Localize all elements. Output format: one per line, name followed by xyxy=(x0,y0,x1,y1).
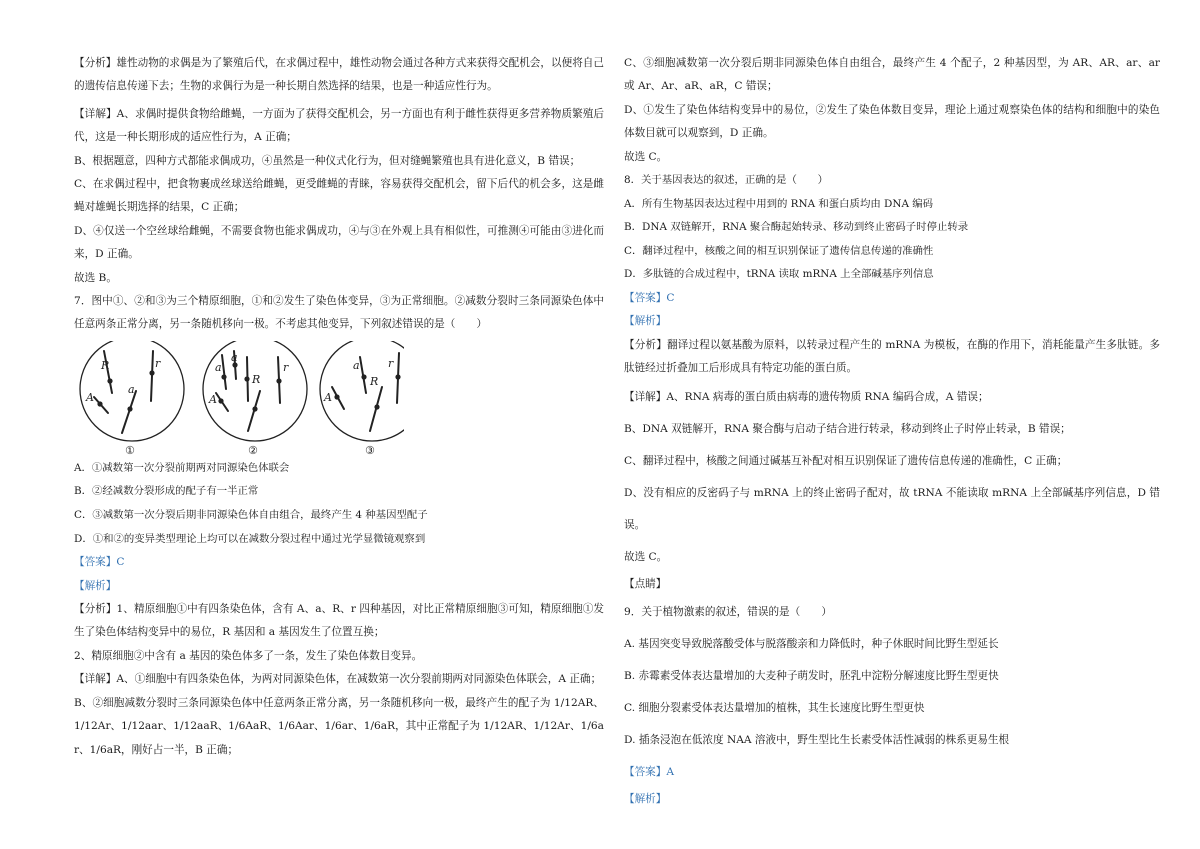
centromere xyxy=(221,374,226,379)
gene-label: a xyxy=(231,350,238,364)
gene-label: r xyxy=(155,356,161,370)
detail-7-d: D、①发生了染色体结构变异中的易位，②发生了染色体数目变异，理论上通过观察染色体的结构和细胞中的染色体数目就可以观察到，D 正确。 xyxy=(624,103,1160,140)
right-column xyxy=(624,52,1160,811)
detail-8-c: C、翻译过程中，核酸之间通过碱基互补配对相互识别保证了遗传信息传递的准确性，C 正确； xyxy=(624,454,1068,467)
cell-2-label: ② xyxy=(248,443,258,455)
q9-option-b: B. 赤霉素受体表达量增加的大麦种子萌发时，胚乳中淀粉分解速度比野生型更快 xyxy=(624,670,999,683)
detail-8-d: D、没有相应的反密码子与 mRNA 上的终止密码子配对，故 tRNA 不能读取 mRNA 上全部碱基序列信息，D 错误。 xyxy=(624,486,1160,531)
centromere xyxy=(107,378,112,383)
analysis-label-9: 【解析】 xyxy=(624,793,667,806)
cell-diagram xyxy=(74,341,404,455)
gene-label: a xyxy=(128,382,135,396)
centromere xyxy=(149,370,154,375)
option-d: D．①和②的变异类型理论上均可以在减数分裂过程中通过光学显微镜观察到 xyxy=(74,532,426,545)
q8-option-b: B．DNA 双链解开，RNA 聚合酶起始转录、移动到终止密码子时停止转录 xyxy=(624,221,969,234)
centromere xyxy=(361,374,366,379)
question-8: 8．关于基因表达的叙述，正确的是（ ） xyxy=(624,174,829,187)
question-9-block xyxy=(624,596,1160,788)
centromere xyxy=(244,376,249,381)
gene-label: A xyxy=(86,390,94,404)
conclusion-b: 故选 B。 xyxy=(74,271,117,284)
detail-paragraph-b: B、根据题意，四种方式都能求偶成功，④虽然是一种仪式化行为，但对缝蝇繁殖也具有进化意义，B 错误； xyxy=(74,154,581,167)
option-a: A．①减数第一次分裂前期两对同源染色体联会 xyxy=(74,461,290,474)
centromere xyxy=(276,378,281,383)
left-column xyxy=(74,52,604,762)
q9-option-d: D. 插条浸泡在低浓度 NAA 溶液中，野生型比生长素受体活性减弱的株系更易生根 xyxy=(624,734,1010,747)
q8-option-a: A．所有生物基因表达过程中用到的 RNA 和蛋白质均由 DNA 编码 xyxy=(624,197,934,210)
gene-label: A xyxy=(209,392,217,406)
centromere xyxy=(218,398,223,403)
answer-9: 【答案】A xyxy=(624,766,675,779)
question-9: 9．关于植物激素的叙述，错误的是（ ） xyxy=(624,606,833,619)
detail-8-a: 【详解】A、RNA 病毒的蛋白质由病毒的遗传物质 RNA 编码合成，A 错误； xyxy=(624,390,989,403)
answer-7: 【答案】C xyxy=(74,556,125,569)
gene-label: a xyxy=(353,358,360,372)
gene-label: A xyxy=(324,390,332,404)
centromere xyxy=(97,401,102,406)
cell-3-label: ③ xyxy=(365,443,375,455)
chromosome xyxy=(122,391,136,433)
analysis-8: 【分析】翻译过程以氨基酸为原料，以转录过程产生的 mRNA 为模板，在酶的作用下，消耗能量产生多肽链。多肽链经过折叠加工后形成具有特定功能的蛋白质。 xyxy=(624,338,1160,375)
cell-3-circle xyxy=(320,341,404,441)
conclusion-8: 故选 C。 xyxy=(624,550,668,563)
analysis-7-part2: 2、精原细胞②中含有 a 基因的染色体多了一条，发生了染色体数目变异。 xyxy=(74,649,423,662)
analysis-paragraph: 【分析】雄性动物的求偶是为了繁殖后代，在求偶过程中，雄性动物会通过各种方式来获得交配机会，以便将自己的遗传信息传递下去；生物的求偶行为是一种长期自然选择的结果，也是一种适应性行为。 xyxy=(74,57,604,93)
gene-label: a xyxy=(215,360,222,374)
cell-1-label: ① xyxy=(125,443,135,455)
analysis-7-part1: 【分析】1、精原细胞①中有四条染色体，含有 A、a、R、r 四种基因，对比正常精原细胞③可知，精原细胞①发生了染色体结构变异中的易位，R 基因和 a 基因发生了位置互换； xyxy=(74,603,604,639)
gene-label: R xyxy=(252,372,261,386)
conclusion-7: 故选 C。 xyxy=(624,150,668,163)
centromere xyxy=(395,374,400,379)
detail-paragraph-c: C、在求偶过程中，把食物裹成丝球送给雌蝇，更受雌蝇的青睐，容易获得交配机会，留下后代的机会多，这是雌蝇对雄蝇长期选择的结果，C 正确； xyxy=(74,178,604,214)
chromosome xyxy=(151,351,153,401)
tip-label: 【点睛】 xyxy=(624,577,667,590)
detail-7-a: 【详解】A、①细胞中有四条染色体，为两对同源染色体，在减数第一次分裂前期两对同源染色体联会，A 正确； xyxy=(74,673,602,686)
centromere xyxy=(127,406,132,411)
detail-8-block xyxy=(624,381,1160,573)
detail-paragraph-d: D、④仅送一个空丝球给雌蝇，不需要食物也能求偶成功，④与③在外观上具有相似性，可推测④可能由③进化而来，D 正确。 xyxy=(74,224,604,261)
detail-paragraph-a: 【详解】A、求偶时提供食物给雌蝇，一方面为了获得交配机会，另一方面也有利于雌性获得更多营养物质繁殖后代，这是一种长期形成的适应性行为，A 正确； xyxy=(74,107,604,144)
question-7: 7．图中①、②和③为三个精原细胞，①和②发生了染色体变异，③为正常细胞。②减数分裂时三条同源染色体中任意两条正常分离，另一条随机移向一极。不考虑其他变异，下列叙述错误的是（ ） xyxy=(74,295,604,331)
detail-7-b: B、②细胞减数分裂时三条同源染色体中任意两条正常分离，另一条随机移向一极，最终产生的配子为 1/12AR、1/12Ar、1/12aar、1/12aaR、1/6AaR、1/6Aar、1/6ar、1/6aR，其中正常配子为 1/12AR、1/12Ar、1/6ar、1/6aR，刚好占一半，B 正确； xyxy=(74,696,604,756)
centromere xyxy=(334,394,339,399)
chromosome xyxy=(104,351,112,393)
q8-option-d: D．多肽链的合成过程中，tRNA 读取 mRNA 上全部碱基序列信息 xyxy=(624,268,934,281)
detail-7-c: C、③细胞减数第一次分裂后期非同源染色体自由组合，最终产生 4 个配子，2 种基因型，为 AR、AR、ar、ar 或 Ar、Ar、aR、aR，C 错误； xyxy=(624,57,1160,93)
cell-diagram-svg xyxy=(74,341,404,455)
detail-8-b: B、DNA 双链解开，RNA 聚合酶与启动子结合进行转录，移动到终止子时停止转录，B 错误； xyxy=(624,422,1071,435)
q9-option-c: C. 细胞分裂素受体表达量增加的植株，其生长速度比野生型更快 xyxy=(624,702,925,715)
q9-option-a: A. 基因突变导致脱落酸受体与脱落酸亲和力降低时，种子休眠时间比野生型延长 xyxy=(624,638,999,651)
gene-label: r xyxy=(283,360,289,374)
cell-2-circle xyxy=(203,341,307,441)
option-b: B．②经减数分裂形成的配子有一半正常 xyxy=(74,485,259,498)
analysis-label-7: 【解析】 xyxy=(74,579,117,592)
centromere xyxy=(252,406,257,411)
q8-option-c: C．翻译过程中，核酸之间的相互识别保证了遗传信息传递的准确性 xyxy=(624,244,934,257)
chromosome xyxy=(222,355,226,389)
gene-label: r xyxy=(388,356,394,370)
centromere xyxy=(374,404,379,409)
option-c: C．③减数第一次分裂后期非同源染色体自由组合，最终产生 4 种基因型配子 xyxy=(74,509,428,522)
analysis-label-8: 【解析】 xyxy=(624,315,667,328)
gene-label: R xyxy=(101,358,110,372)
gene-label: R xyxy=(370,374,379,388)
answer-8: 【答案】C xyxy=(624,292,675,304)
